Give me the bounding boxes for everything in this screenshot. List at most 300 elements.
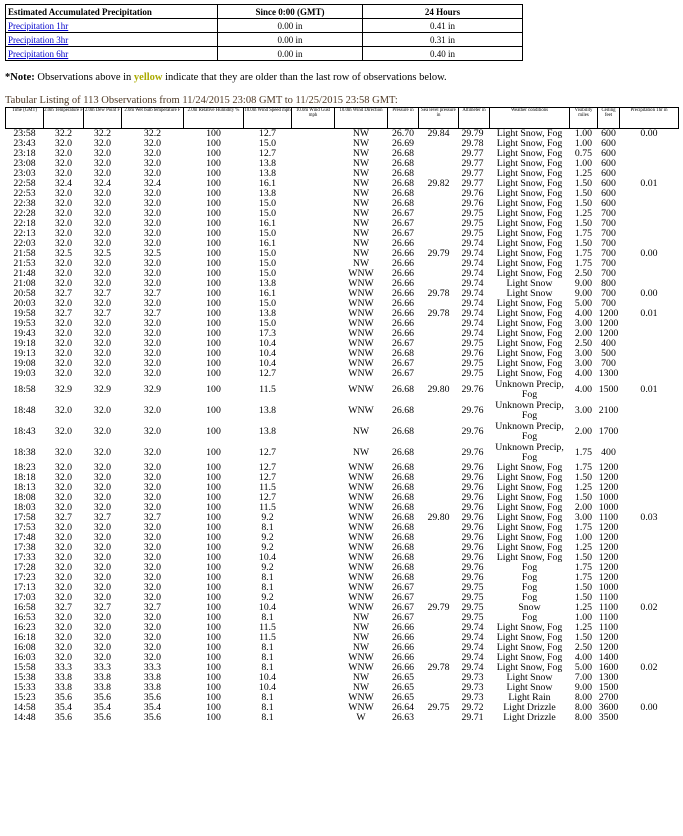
cell-wind-gust xyxy=(292,189,335,199)
cell-wind-speed: 15.0 xyxy=(258,319,277,329)
cell-precip-1hr xyxy=(620,359,679,369)
observation-row xyxy=(6,319,679,329)
cell-sea-level-pressure xyxy=(419,623,459,633)
cell-dew-point: 32.0 xyxy=(93,623,112,633)
cell-visibility: 1.50 xyxy=(574,583,593,593)
cell-altimeter: 29.75 xyxy=(461,339,484,349)
cell-ceiling: 1200 xyxy=(598,329,619,339)
cell-weather: Light Snow, Fog xyxy=(496,533,563,543)
cell-precip-1hr xyxy=(620,421,679,442)
observation-row xyxy=(6,219,679,229)
cell-precip-1hr xyxy=(620,523,679,533)
cell-pressure: 26.68 xyxy=(391,523,415,533)
cell-wind-gust xyxy=(292,219,335,229)
cell-wet-bulb: 32.0 xyxy=(143,553,162,563)
cell-humidity: 100 xyxy=(206,483,221,493)
observation-row xyxy=(6,359,679,369)
cell-dew-point: 32.0 xyxy=(93,446,112,458)
cell-weather: Light Rain xyxy=(508,693,551,703)
cell-temperature: 32.7 xyxy=(54,309,73,319)
cell-altimeter: 29.76 xyxy=(461,513,484,523)
precip-6hr-link[interactable]: Precipitation 6hr xyxy=(8,48,69,59)
cell-temperature: 32.0 xyxy=(54,623,73,633)
cell-wind-direction: NW xyxy=(352,209,370,219)
cell-wind-direction: WNW xyxy=(348,473,374,483)
cell-time: 17:38 xyxy=(13,543,36,553)
cell-altimeter: 29.75 xyxy=(461,603,484,613)
cell-wet-bulb: 32.0 xyxy=(143,349,162,359)
cell-wind-speed: 11.5 xyxy=(259,633,276,643)
cell-altimeter: 29.75 xyxy=(461,229,484,239)
cell-ceiling: 800 xyxy=(601,279,616,289)
cell-visibility: 1.50 xyxy=(574,473,593,483)
cell-precip-1hr: 0.00 xyxy=(640,128,658,139)
cell-dew-point: 32.0 xyxy=(93,653,112,663)
observation-row xyxy=(6,613,679,623)
cell-temperature: 32.0 xyxy=(54,259,73,269)
cell-pressure: 26.66 xyxy=(391,279,415,289)
cell-precip-1hr xyxy=(620,643,679,653)
cell-temperature: 32.0 xyxy=(54,169,73,179)
cell-weather: Light Snow, Fog xyxy=(496,199,563,209)
observation-row xyxy=(6,683,679,693)
cell-humidity: 100 xyxy=(206,349,221,359)
observation-row xyxy=(6,603,679,613)
cell-ceiling: 700 xyxy=(601,259,616,269)
cell-altimeter: 29.77 xyxy=(461,149,484,159)
cell-visibility: 8.00 xyxy=(574,693,593,703)
cell-sea-level-pressure: 29.78 xyxy=(427,309,450,319)
cell-temperature: 35.4 xyxy=(54,703,73,713)
cell-wind-gust xyxy=(292,229,335,239)
cell-wind-speed: 11.5 xyxy=(259,503,276,513)
cell-humidity: 100 xyxy=(206,169,221,179)
cell-dew-point: 32.0 xyxy=(93,633,112,643)
cell-dew-point: 32.0 xyxy=(93,139,112,149)
cell-visibility: 1.25 xyxy=(574,603,593,613)
cell-wind-gust xyxy=(292,289,335,299)
summary-header-label: Estimated Accumulated Precipitation xyxy=(6,5,218,19)
cell-wind-gust xyxy=(292,139,335,149)
cell-time: 22:58 xyxy=(13,179,36,189)
cell-visibility: 9.00 xyxy=(574,289,593,299)
cell-time: 18:48 xyxy=(13,404,36,416)
cell-ceiling: 600 xyxy=(601,159,616,169)
cell-visibility: 3.00 xyxy=(574,404,593,416)
cell-visibility: 1.25 xyxy=(574,623,593,633)
observation-row xyxy=(6,329,679,339)
cell-wind-speed: 9.2 xyxy=(261,543,274,553)
cell-humidity: 100 xyxy=(206,149,221,159)
cell-time: 16:58 xyxy=(13,603,36,613)
cell-dew-point: 32.0 xyxy=(93,553,112,563)
cell-precip-1hr xyxy=(620,319,679,329)
cell-sea-level-pressure xyxy=(419,349,459,359)
cell-precip-1hr xyxy=(620,239,679,249)
observation-row xyxy=(6,543,679,553)
cell-time: 22:13 xyxy=(13,229,36,239)
cell-visibility: 4.00 xyxy=(574,309,593,319)
cell-wind-direction: NW xyxy=(352,239,370,249)
cell-ceiling: 3500 xyxy=(598,713,619,723)
cell-humidity: 100 xyxy=(206,209,221,219)
cell-time: 19:53 xyxy=(13,319,36,329)
cell-dew-point: 32.0 xyxy=(93,319,112,329)
observation-row xyxy=(6,209,679,219)
cell-humidity: 100 xyxy=(206,259,221,269)
cell-sea-level-pressure xyxy=(419,229,459,239)
observation-row xyxy=(6,663,679,673)
cell-precip-1hr xyxy=(620,593,679,603)
cell-humidity: 100 xyxy=(206,703,221,713)
cell-sea-level-pressure xyxy=(419,219,459,229)
cell-wind-direction: NW xyxy=(352,623,370,633)
cell-time: 21:48 xyxy=(13,269,36,279)
cell-wind-direction: NW xyxy=(352,446,370,458)
cell-visibility: 1.75 xyxy=(574,446,593,458)
cell-weather: Light Snow, Fog xyxy=(496,259,563,269)
cell-weather: Light Snow, Fog xyxy=(496,179,563,189)
cell-pressure: 26.66 xyxy=(391,269,415,279)
cell-sea-level-pressure xyxy=(419,269,459,279)
cell-time: 16:03 xyxy=(13,653,36,663)
cell-weather: Light Snow, Fog xyxy=(496,663,563,673)
cell-wind-gust xyxy=(292,623,335,633)
observation-row xyxy=(6,553,679,563)
observation-row xyxy=(6,349,679,359)
cell-altimeter: 29.76 xyxy=(461,463,484,473)
cell-humidity: 100 xyxy=(206,623,221,633)
cell-weather: Light Snow, Fog xyxy=(496,513,563,523)
cell-wind-gust xyxy=(292,643,335,653)
cell-ceiling: 700 xyxy=(601,249,616,259)
cell-dew-point: 32.0 xyxy=(93,473,112,483)
cell-temperature: 32.0 xyxy=(54,543,73,553)
cell-time: 16:53 xyxy=(13,613,36,623)
cell-sea-level-pressure xyxy=(419,421,459,442)
cell-wind-speed: 11.5 xyxy=(259,623,276,633)
observation-row xyxy=(6,483,679,493)
observation-row xyxy=(6,623,679,633)
cell-wind-speed: 10.4 xyxy=(258,339,277,349)
cell-time: 17:33 xyxy=(13,553,36,563)
cell-sea-level-pressure xyxy=(419,503,459,513)
cell-visibility: 1.75 xyxy=(574,249,593,259)
cell-wind-speed: 9.2 xyxy=(261,593,274,603)
cell-visibility: 1.50 xyxy=(574,179,593,189)
cell-altimeter: 29.77 xyxy=(461,159,484,169)
cell-weather: Light Snow, Fog xyxy=(496,159,563,169)
cell-wind-speed: 8.1 xyxy=(261,573,274,583)
cell-temperature: 32.7 xyxy=(54,289,73,299)
cell-dew-point: 32.0 xyxy=(93,643,112,653)
cell-sea-level-pressure xyxy=(419,239,459,249)
cell-temperature: 32.4 xyxy=(54,179,73,189)
observation-row xyxy=(6,400,679,421)
cell-wind-gust xyxy=(292,259,335,269)
cell-wind-direction: WNW xyxy=(348,289,374,299)
cell-sea-level-pressure xyxy=(419,563,459,573)
precip-1hr-link[interactable]: Precipitation 1hr xyxy=(8,20,69,31)
cell-weather: Light Snow, Fog xyxy=(496,463,563,473)
cell-ceiling: 700 xyxy=(601,219,616,229)
cell-dew-point: 32.0 xyxy=(93,613,112,623)
cell-dew-point: 32.7 xyxy=(93,309,112,319)
cell-pressure: 26.68 xyxy=(391,533,415,543)
cell-visibility: 7.00 xyxy=(574,673,593,683)
cell-precip-1hr: 0.02 xyxy=(640,663,658,673)
cell-weather: Light Snow, Fog xyxy=(496,329,563,339)
cell-wind-gust xyxy=(292,703,335,713)
cell-pressure: 26.66 xyxy=(391,309,415,319)
cell-humidity: 100 xyxy=(206,553,221,563)
cell-weather: Light Snow, Fog xyxy=(496,189,563,199)
observation-row xyxy=(6,149,679,159)
cell-wind-direction: NW xyxy=(352,425,370,437)
cell-pressure: 26.64 xyxy=(391,703,415,713)
observations-table xyxy=(5,107,679,723)
cell-precip-1hr xyxy=(620,613,679,623)
note-yellow-word: yellow xyxy=(133,72,163,83)
cell-time: 18:03 xyxy=(13,503,36,513)
cell-pressure: 26.66 xyxy=(391,289,415,299)
cell-time: 23:03 xyxy=(13,169,36,179)
cell-temperature: 32.0 xyxy=(54,523,73,533)
cell-wet-bulb: 32.0 xyxy=(143,543,162,553)
cell-wet-bulb: 32.0 xyxy=(143,653,162,663)
cell-wind-speed: 15.0 xyxy=(258,139,277,149)
cell-pressure: 26.65 xyxy=(391,693,415,703)
cell-altimeter: 29.76 xyxy=(461,404,484,416)
cell-time: 18:23 xyxy=(13,463,36,473)
cell-time: 19:43 xyxy=(13,329,36,339)
cell-sea-level-pressure xyxy=(419,400,459,421)
cell-wet-bulb: 32.0 xyxy=(143,446,162,458)
cell-humidity: 100 xyxy=(206,329,221,339)
cell-sea-level-pressure: 29.78 xyxy=(427,663,450,673)
cell-humidity: 100 xyxy=(206,159,221,169)
cell-ceiling: 700 xyxy=(601,229,616,239)
cell-wind-gust xyxy=(292,209,335,219)
observation-row xyxy=(6,199,679,209)
cell-sea-level-pressure xyxy=(419,573,459,583)
cell-wet-bulb: 32.0 xyxy=(143,623,162,633)
observation-row xyxy=(6,523,679,533)
precip-summary-table xyxy=(5,4,523,61)
summary-header-24h: 24 Hours xyxy=(363,5,523,19)
cell-humidity: 100 xyxy=(206,139,221,149)
cell-wind-direction: NW xyxy=(352,139,370,149)
cell-wind-direction: WNW xyxy=(348,553,374,563)
cell-precip-1hr xyxy=(620,400,679,421)
cell-wet-bulb: 32.0 xyxy=(143,425,162,437)
header-sea-level-pressure: Sea level pressure in xyxy=(419,108,459,129)
summary-since-value: 0.00 in xyxy=(218,19,363,33)
precip-3hr-link[interactable]: Precipitation 3hr xyxy=(8,34,69,45)
cell-visibility: 1.75 xyxy=(574,573,593,583)
cell-humidity: 100 xyxy=(206,339,221,349)
header-altimeter: Altimeter in xyxy=(459,108,490,129)
cell-weather: Light Snow, Fog xyxy=(496,653,563,663)
cell-altimeter: 29.74 xyxy=(461,259,484,269)
cell-precip-1hr xyxy=(620,653,679,663)
cell-sea-level-pressure xyxy=(419,583,459,593)
cell-altimeter: 29.76 xyxy=(461,425,484,437)
cell-altimeter: 29.71 xyxy=(461,713,484,723)
observation-row xyxy=(6,279,679,289)
cell-dew-point: 32.0 xyxy=(93,299,112,309)
cell-altimeter: 29.75 xyxy=(461,219,484,229)
cell-time: 19:08 xyxy=(13,359,36,369)
cell-temperature: 32.2 xyxy=(54,128,73,139)
cell-humidity: 100 xyxy=(206,269,221,279)
cell-time: 17:53 xyxy=(13,523,36,533)
cell-time: 22:28 xyxy=(13,209,36,219)
cell-time: 23:08 xyxy=(13,159,36,169)
cell-precip-1hr: 0.01 xyxy=(640,383,658,395)
cell-wind-speed: 10.4 xyxy=(258,359,277,369)
cell-pressure: 26.68 xyxy=(391,159,415,169)
cell-weather: Light Drizzle xyxy=(503,703,556,713)
cell-visibility: 1.00 xyxy=(574,613,593,623)
cell-ceiling: 1500 xyxy=(598,383,619,395)
cell-wind-gust xyxy=(292,693,335,703)
cell-wind-direction: NW xyxy=(352,229,370,239)
cell-dew-point: 32.0 xyxy=(93,493,112,503)
cell-wind-speed: 8.1 xyxy=(261,653,274,663)
cell-wind-gust xyxy=(292,543,335,553)
cell-visibility: 1.00 xyxy=(574,533,593,543)
cell-wet-bulb: 32.0 xyxy=(143,259,162,269)
cell-weather: Light Snow, Fog xyxy=(496,149,563,159)
cell-sea-level-pressure xyxy=(419,359,459,369)
cell-wind-gust xyxy=(292,563,335,573)
cell-weather: Light Snow, Fog xyxy=(496,349,563,359)
cell-wet-bulb: 32.0 xyxy=(143,463,162,473)
cell-sea-level-pressure: 29.80 xyxy=(427,513,450,523)
cell-sea-level-pressure xyxy=(419,483,459,493)
cell-dew-point: 32.0 xyxy=(93,523,112,533)
cell-wind-speed: 8.1 xyxy=(261,583,274,593)
cell-wind-gust xyxy=(292,269,335,279)
cell-time: 18:18 xyxy=(13,473,36,483)
summary-row xyxy=(6,47,523,61)
cell-precip-1hr xyxy=(620,149,679,159)
cell-temperature: 32.9 xyxy=(54,383,73,395)
cell-wind-gust xyxy=(292,463,335,473)
cell-humidity: 100 xyxy=(206,446,221,458)
observation-row xyxy=(6,249,679,259)
cell-ceiling: 1700 xyxy=(598,425,619,437)
cell-humidity: 100 xyxy=(206,663,221,673)
cell-pressure: 26.68 xyxy=(391,503,415,513)
cell-time: 15:23 xyxy=(13,693,36,703)
cell-visibility: 1.75 xyxy=(574,463,593,473)
cell-dew-point: 35.6 xyxy=(93,713,112,723)
cell-pressure: 26.66 xyxy=(391,319,415,329)
cell-precip-1hr: 0.03 xyxy=(640,513,658,523)
cell-wind-speed: 8.1 xyxy=(261,663,274,673)
cell-humidity: 100 xyxy=(206,563,221,573)
cell-sea-level-pressure xyxy=(419,593,459,603)
cell-visibility: 1.75 xyxy=(574,259,593,269)
cell-wind-speed: 17.3 xyxy=(258,329,277,339)
cell-dew-point: 32.0 xyxy=(93,199,112,209)
cell-sea-level-pressure xyxy=(419,199,459,209)
cell-pressure: 26.63 xyxy=(391,713,415,723)
cell-temperature: 32.0 xyxy=(54,583,73,593)
observation-row xyxy=(6,643,679,653)
cell-temperature: 32.0 xyxy=(54,446,73,458)
cell-wet-bulb: 32.0 xyxy=(143,139,162,149)
cell-weather: Unknown Precip, Fog xyxy=(495,421,564,442)
cell-altimeter: 29.74 xyxy=(461,319,484,329)
cell-ceiling: 1600 xyxy=(598,663,619,673)
cell-precip-1hr xyxy=(620,693,679,703)
header-ceiling: Ceiling feet xyxy=(598,108,620,129)
cell-temperature: 32.0 xyxy=(54,533,73,543)
summary-24h-value: 0.41 in xyxy=(363,19,523,33)
cell-ceiling: 1000 xyxy=(598,493,619,503)
cell-visibility: 1.50 xyxy=(574,633,593,643)
cell-altimeter: 29.78 xyxy=(461,139,484,149)
cell-sea-level-pressure: 29.82 xyxy=(427,179,450,189)
cell-wind-gust xyxy=(292,329,335,339)
header-wind-direction: 10.0m Wind Direction xyxy=(335,108,388,129)
observation-row xyxy=(6,179,679,189)
cell-pressure: 26.66 xyxy=(391,329,415,339)
cell-pressure: 26.67 xyxy=(391,583,415,593)
cell-weather: Light Snow, Fog xyxy=(496,169,563,179)
cell-pressure: 26.68 xyxy=(391,543,415,553)
cell-precip-1hr xyxy=(620,299,679,309)
cell-wind-speed: 13.8 xyxy=(258,189,277,199)
cell-wind-gust xyxy=(292,613,335,623)
cell-precip-1hr xyxy=(620,329,679,339)
cell-wind-gust xyxy=(292,493,335,503)
cell-humidity: 100 xyxy=(206,583,221,593)
cell-wind-speed: 13.8 xyxy=(258,169,277,179)
cell-wind-speed: 13.8 xyxy=(258,425,277,437)
cell-wet-bulb: 32.2 xyxy=(143,128,162,139)
cell-altimeter: 29.76 xyxy=(461,563,484,573)
cell-weather: Unknown Precip, Fog xyxy=(495,400,564,421)
header-time: Time (GMT) xyxy=(6,108,44,129)
cell-time: 18:13 xyxy=(13,483,36,493)
cell-dew-point: 32.5 xyxy=(93,249,112,259)
cell-dew-point: 32.0 xyxy=(93,279,112,289)
cell-temperature: 32.0 xyxy=(54,369,73,379)
cell-dew-point: 33.3 xyxy=(93,663,112,673)
header-wind-gust: 10.0m Wind Gust mph xyxy=(292,108,335,129)
cell-ceiling: 1200 xyxy=(598,563,619,573)
cell-pressure: 26.67 xyxy=(391,603,415,613)
cell-visibility: 1.50 xyxy=(574,593,593,603)
cell-pressure: 26.65 xyxy=(391,673,415,683)
observation-row xyxy=(6,259,679,269)
header-temperature: 2.0m Temperature F xyxy=(44,108,84,129)
cell-wind-speed: 13.8 xyxy=(258,404,277,416)
cell-time: 19:13 xyxy=(13,349,36,359)
cell-temperature: 32.0 xyxy=(54,159,73,169)
cell-wind-speed: 10.4 xyxy=(258,349,277,359)
cell-pressure: 26.68 xyxy=(391,404,415,416)
cell-ceiling: 700 xyxy=(601,269,616,279)
cell-time: 23:43 xyxy=(13,139,36,149)
cell-dew-point: 33.8 xyxy=(93,673,112,683)
cell-temperature: 32.0 xyxy=(54,573,73,583)
cell-wind-speed: 12.7 xyxy=(258,463,277,473)
